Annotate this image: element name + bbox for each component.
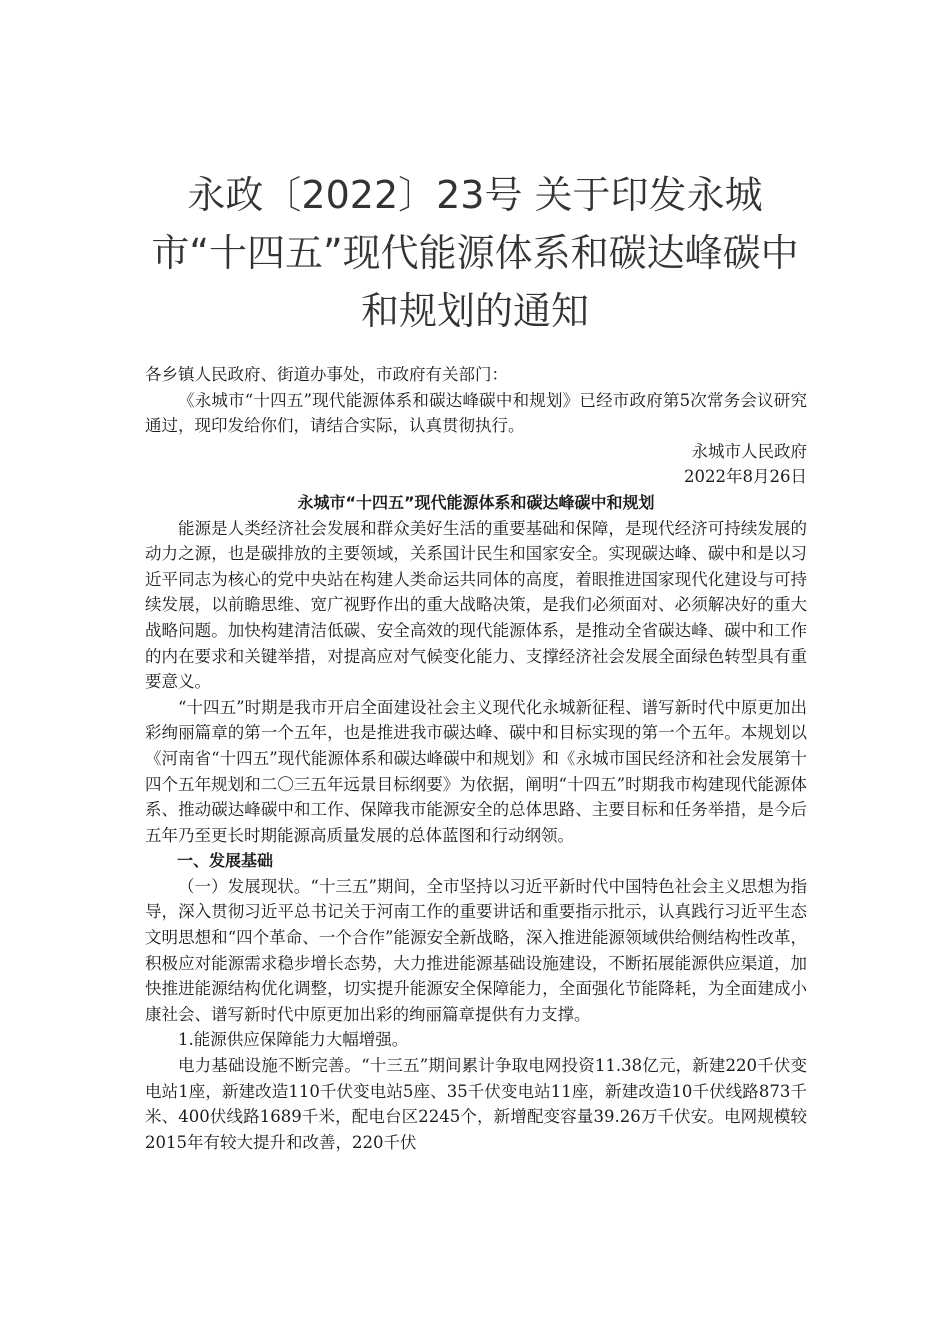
- document-title: 永政〔2022〕23号 关于印发永城市“十四五”现代能源体系和碳达峰碳中和规划的通知: [151, 173, 799, 333]
- salutation: 各乡镇人民政府、街道办事处，市政府有关部门：: [145, 365, 508, 384]
- document-body: [145, 362, 807, 1155]
- plan-title: 永城市“十四五”现代能源体系和碳达峰碳中和规划: [297, 492, 655, 512]
- section-heading-1: 一、发展基础: [177, 851, 274, 871]
- intro-paragraph-1: 能源是人类经济社会发展和群众美好生活的重要基础和保障，是现代经济可持续发展的动力之源，也是碳排放的主要领域，关系国计民生和国家安全。实现碳达峰、碳中和是以习近平同志为核心的党中央站在构建人类命运共同体的高度，着眼推进国家现代化建设与可持续发展，以前瞻思维、宽广视野作出的重大战略决策，是我们必须面对、必须解决好的重大战略问题。加快构建清洁低碳、安全高效的现代能源体系，是推动全省碳达峰、碳中和工作的内在要求和关键举措，对提高应对气候变化能力、支撑经济社会发展全面绿色转型具有重要意义。: [145, 518, 807, 692]
- sub-heading-1: 1.能源供应保障能力大幅增强。: [178, 1030, 409, 1050]
- issue-date: 2022年8月26日: [684, 467, 807, 487]
- status-paragraph: （一）发展现状。“十三五”期间，全市坚持以习近平新时代中国特色社会主义思想为指导，深入贯彻习近平总书记关于河南工作的重要讲话和重要指示批示，认真践行习近平生态文明思想和“四个革命、一个合作”能源安全新战略，深入推进能源领域供给侧结构性改革，积极应对能源需求稳步增长态势，大力推进能源基础设施建设，不断拓展能源供应渠道，加快推进能源结构优化调整，切实提升能源安全保障能力，全面强化节能降耗，为全面建成小康社会、谱写新时代中原更加出彩的绚丽篇章提供有力支撑。: [145, 876, 807, 1024]
- intro-paragraph-2: “十四五”时期是我市开启全面建设社会主义现代化永城新征程、谱写新时代中原更加出彩绚丽篇章的第一个五年，也是推进我市碳达峰、碳中和目标实现的第一个五年。本规划以《河南省“十四五”现代能源体系和碳达峰碳中和规划》和《永城市国民经济和社会发展第十四个五年规划和二〇三五年远景目标纲要》为依据，阐明“十四五”时期我市构建现代能源体系、推动碳达峰碳中和工作、保障我市能源安全的总体思路、主要目标和任务举措，是今后五年乃至更长时期能源高质量发展的总体蓝图和行动纲领。: [145, 697, 807, 845]
- power-paragraph: 电力基础设施不断完善。“十三五”期间累计争取电网投资11.38亿元，新建220千伏变电站1座，新建改造110千伏变电站5座、35千伏变电站11座，新建改造10千伏线路873千米、400伏线路1689千米，配电台区2245个，新增配变容量39.26万千伏安。电网规模较2015年有较大提升和改善，220千伏: [145, 1056, 807, 1152]
- notice-body: 《永城市“十四五”现代能源体系和碳达峰碳中和规划》已经市政府第5次常务会议研究通过，现印发给你们，请结合实际，认真贯彻执行。: [145, 390, 807, 436]
- issuer: 永城市人民政府: [691, 441, 807, 461]
